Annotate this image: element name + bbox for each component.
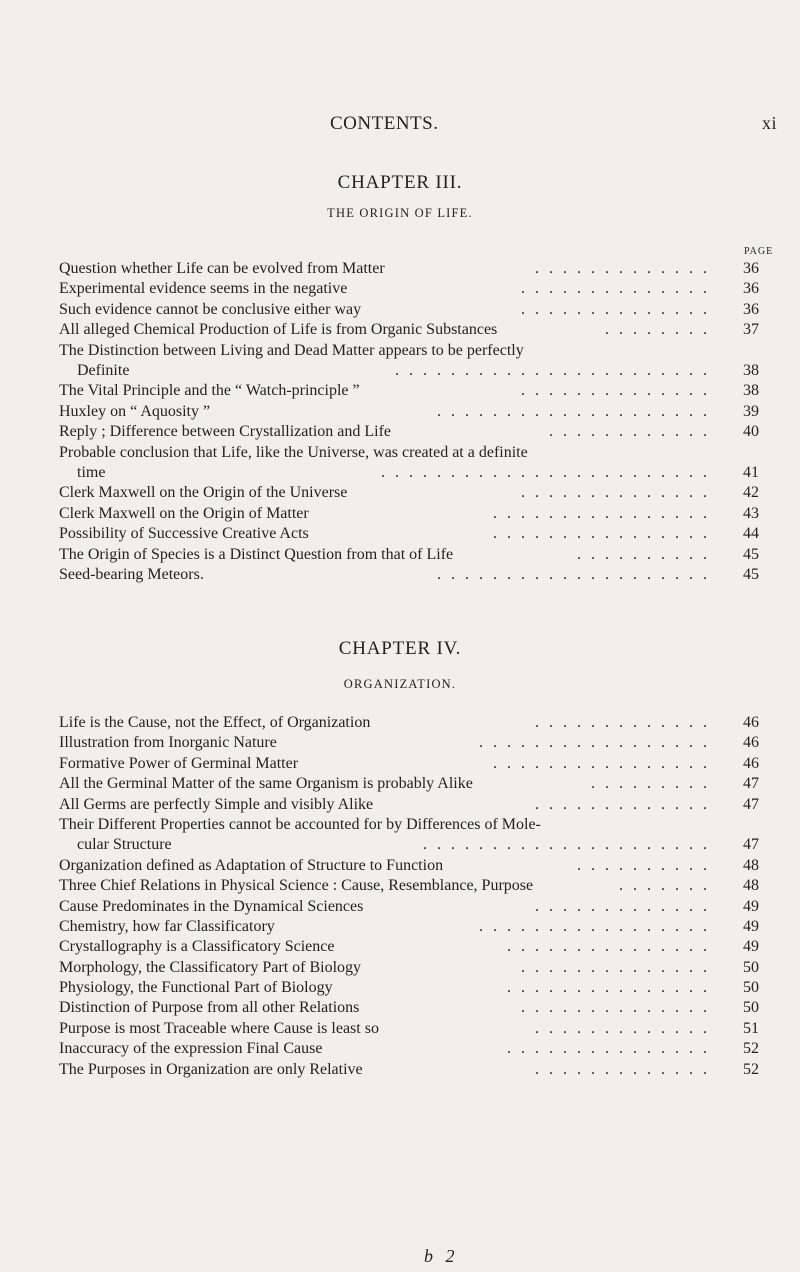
toc-entry-page: 52 bbox=[743, 1040, 759, 1058]
toc-entry bbox=[59, 856, 759, 876]
dot-leader: ............. bbox=[535, 1019, 717, 1037]
toc-entry bbox=[59, 958, 759, 978]
dot-leader: .......... bbox=[577, 856, 717, 874]
toc-entry-page: 48 bbox=[743, 877, 759, 895]
toc-entry-title: The Distinction between Living and Dead Matter appears to be perfectly bbox=[59, 341, 524, 359]
toc-list bbox=[59, 713, 759, 1080]
toc-entry-title: Possibility of Successive Creative Acts bbox=[59, 525, 309, 543]
toc-entry-page: 43 bbox=[743, 504, 759, 522]
toc-entry-page: 38 bbox=[743, 361, 759, 379]
toc-entry bbox=[59, 1060, 759, 1080]
toc-entry-title-continued: cular Structure bbox=[77, 836, 172, 854]
dot-leader: .............. bbox=[521, 382, 717, 400]
toc-entry-title: Clerk Maxwell on the Origin of the Universe bbox=[59, 484, 348, 502]
toc-entry-page: 39 bbox=[743, 402, 759, 420]
dot-leader: ........................ bbox=[381, 463, 717, 481]
toc-entry-page: 47 bbox=[743, 836, 759, 854]
toc-entry-page: 47 bbox=[743, 795, 759, 813]
toc-entry-page: 51 bbox=[743, 1019, 759, 1037]
dot-leader: ............. bbox=[535, 897, 717, 915]
dot-leader: .......... bbox=[577, 545, 717, 563]
toc-entry-title: Huxley on “ Aquosity ” bbox=[59, 402, 211, 420]
dot-leader: ............. bbox=[535, 714, 717, 731]
signature-mark: b 2 bbox=[424, 1246, 459, 1266]
dot-leader: .................... bbox=[437, 402, 717, 420]
toc-entry bbox=[59, 876, 759, 896]
running-head bbox=[0, 113, 800, 137]
toc-entry bbox=[59, 259, 759, 279]
dot-leader: ........ bbox=[605, 321, 717, 339]
dot-leader: .............. bbox=[521, 958, 717, 976]
toc-entry-title: Organization defined as Adaptation of Structure to Function bbox=[59, 856, 444, 874]
toc-entry-title: Their Different Properties cannot be accounted for by Differences of Mole- bbox=[59, 815, 541, 833]
toc-entry bbox=[59, 733, 759, 753]
toc-entry bbox=[59, 565, 759, 585]
toc-entry-title: Cause Predominates in the Dynamical Sciences bbox=[59, 897, 364, 915]
dot-leader: ................ bbox=[493, 754, 717, 772]
dot-leader: ................ bbox=[493, 525, 717, 543]
toc-entry bbox=[59, 341, 759, 382]
dot-leader: ............... bbox=[507, 1040, 717, 1058]
toc-entry bbox=[59, 978, 759, 998]
toc-list bbox=[59, 259, 759, 585]
toc-entry bbox=[59, 524, 759, 544]
dot-leader: ............. bbox=[535, 260, 717, 277]
toc-entry bbox=[59, 422, 759, 442]
toc-entry-page: 45 bbox=[743, 565, 759, 583]
dot-leader: ................. bbox=[479, 917, 717, 935]
toc-entry-title: Such evidence cannot be conclusive either way bbox=[59, 300, 362, 318]
toc-entry-title: Crystallography is a Classificatory Science bbox=[59, 938, 335, 956]
toc-entry-title: The Origin of Species is a Distinct Question from that of Life bbox=[59, 545, 454, 563]
toc-entry bbox=[59, 713, 759, 733]
dot-leader: ................. bbox=[479, 734, 717, 752]
toc-entry bbox=[59, 815, 759, 856]
dot-leader: ............... bbox=[507, 938, 717, 956]
toc-entry-title: Seed-bearing Meteors. bbox=[59, 565, 204, 583]
toc-entry-title: Reply ; Difference between Crystallization and Life bbox=[59, 423, 392, 441]
toc-entry-title: Formative Power of Germinal Matter bbox=[59, 754, 299, 772]
dot-leader: .............. bbox=[521, 484, 717, 502]
toc-entry-page: 44 bbox=[743, 525, 759, 543]
toc-entry-page: 48 bbox=[743, 856, 759, 874]
chapter-subheading: THE ORIGIN OF LIFE. bbox=[327, 206, 473, 220]
toc-entry bbox=[59, 320, 759, 340]
toc-entry bbox=[59, 300, 759, 320]
page-number: xi bbox=[762, 113, 778, 133]
toc-entry-page: 46 bbox=[743, 734, 759, 752]
toc-entry-title: Physiology, the Functional Part of Biology bbox=[59, 979, 333, 997]
toc-entry-title: Probable conclusion that Life, like the Universe, was created at a definite bbox=[59, 443, 528, 461]
toc-entry-page: 52 bbox=[743, 1060, 759, 1078]
toc-entry-title: Illustration from Inorganic Nature bbox=[59, 734, 277, 752]
toc-entry-page: 41 bbox=[743, 463, 759, 481]
dot-leader: .............. bbox=[521, 999, 717, 1017]
toc-entry-title: Three Chief Relations in Physical Science : Cause, Resemblance, Purpose bbox=[59, 877, 534, 895]
toc-entry-title: All Germs are perfectly Simple and visibly Alike bbox=[59, 795, 374, 813]
toc-entry-title: Question whether Life can be evolved from Matter bbox=[59, 260, 385, 277]
toc-entry-title-continued: Definite bbox=[77, 361, 130, 379]
toc-entry bbox=[59, 545, 759, 565]
toc-entry bbox=[59, 381, 759, 401]
dot-leader: ............. bbox=[535, 1060, 717, 1078]
dot-leader: ............... bbox=[507, 979, 717, 997]
toc-entry-page: 49 bbox=[743, 897, 759, 915]
toc-entry bbox=[59, 443, 759, 484]
toc-entry bbox=[59, 1039, 759, 1059]
toc-entry bbox=[59, 998, 759, 1018]
chapter-subheading: ORGANIZATION. bbox=[343, 677, 457, 691]
toc-entry-page: 36 bbox=[743, 280, 759, 298]
toc-entry-title: Morphology, the Classificatory Part of Biology bbox=[59, 958, 362, 976]
toc-entry-page: 50 bbox=[743, 979, 759, 997]
toc-entry bbox=[59, 483, 759, 503]
toc-entry-page: 45 bbox=[743, 545, 759, 563]
dot-leader: ..................... bbox=[423, 836, 717, 854]
toc-entry bbox=[59, 937, 759, 957]
dot-leader: .............. bbox=[521, 300, 717, 318]
toc-entry bbox=[59, 774, 759, 794]
running-head-title: CONTENTS. bbox=[330, 113, 439, 134]
chapter-heading: CHAPTER IV. bbox=[338, 638, 462, 659]
dot-leader: .............. bbox=[521, 280, 717, 298]
chapter-heading: CHAPTER III. bbox=[337, 172, 463, 193]
toc-entry bbox=[59, 754, 759, 774]
toc-entry-page: 38 bbox=[743, 382, 759, 400]
toc-entry-title: Experimental evidence seems in the negative bbox=[59, 280, 348, 298]
dot-leader: ......... bbox=[591, 775, 717, 793]
toc-entry-page: 46 bbox=[743, 714, 759, 731]
dot-leader: ....................... bbox=[395, 361, 717, 379]
toc-entry-page: 49 bbox=[743, 938, 759, 956]
toc-entry-page: 36 bbox=[743, 300, 759, 318]
dot-leader: ................ bbox=[493, 504, 717, 522]
toc-entry bbox=[59, 795, 759, 815]
toc-entry-page: 40 bbox=[743, 423, 759, 441]
toc-entry-title: Distinction of Purpose from all other Relations bbox=[59, 999, 360, 1017]
dot-leader: ............ bbox=[549, 423, 717, 441]
toc-entry-title: All alleged Chemical Production of Life is from Organic Substances bbox=[59, 321, 498, 339]
toc-entry-title: Clerk Maxwell on the Origin of Matter bbox=[59, 504, 309, 522]
toc-entry-title: The Purposes in Organization are only Relative bbox=[59, 1060, 363, 1078]
toc-entry-title: Inaccuracy of the expression Final Cause bbox=[59, 1040, 323, 1058]
toc-entry-title: All the Germinal Matter of the same Organism is probably Alike bbox=[59, 775, 473, 793]
toc-entry-page: 49 bbox=[743, 917, 759, 935]
toc-entry-page: 50 bbox=[743, 999, 759, 1017]
dot-leader: ............. bbox=[535, 795, 717, 813]
toc-entry-title: Chemistry, how far Classificatory bbox=[59, 917, 275, 935]
toc-entry-title: Purpose is most Traceable where Cause is least so bbox=[59, 1019, 379, 1037]
page-column-label: PAGE bbox=[744, 246, 774, 257]
toc-entry-page: 50 bbox=[743, 958, 759, 976]
toc-entry bbox=[59, 1019, 759, 1039]
dot-leader: .................... bbox=[437, 565, 717, 583]
toc-entry-title: Life is the Cause, not the Effect, of Organization bbox=[59, 714, 371, 731]
toc-entry-page: 36 bbox=[743, 260, 759, 277]
dot-leader: ....... bbox=[619, 877, 717, 895]
toc-entry-page: 42 bbox=[743, 484, 759, 502]
toc-entry-title-continued: time bbox=[77, 463, 106, 481]
toc-entry bbox=[59, 897, 759, 917]
toc-entry bbox=[59, 402, 759, 422]
toc-entry bbox=[59, 917, 759, 937]
toc-entry-page: 37 bbox=[743, 321, 759, 339]
toc-entry bbox=[59, 504, 759, 524]
toc-entry-page: 46 bbox=[743, 754, 759, 772]
toc-entry bbox=[59, 279, 759, 299]
toc-entry-page: 47 bbox=[743, 775, 759, 793]
toc-entry-title: The Vital Principle and the “ Watch-principle ” bbox=[59, 382, 360, 400]
